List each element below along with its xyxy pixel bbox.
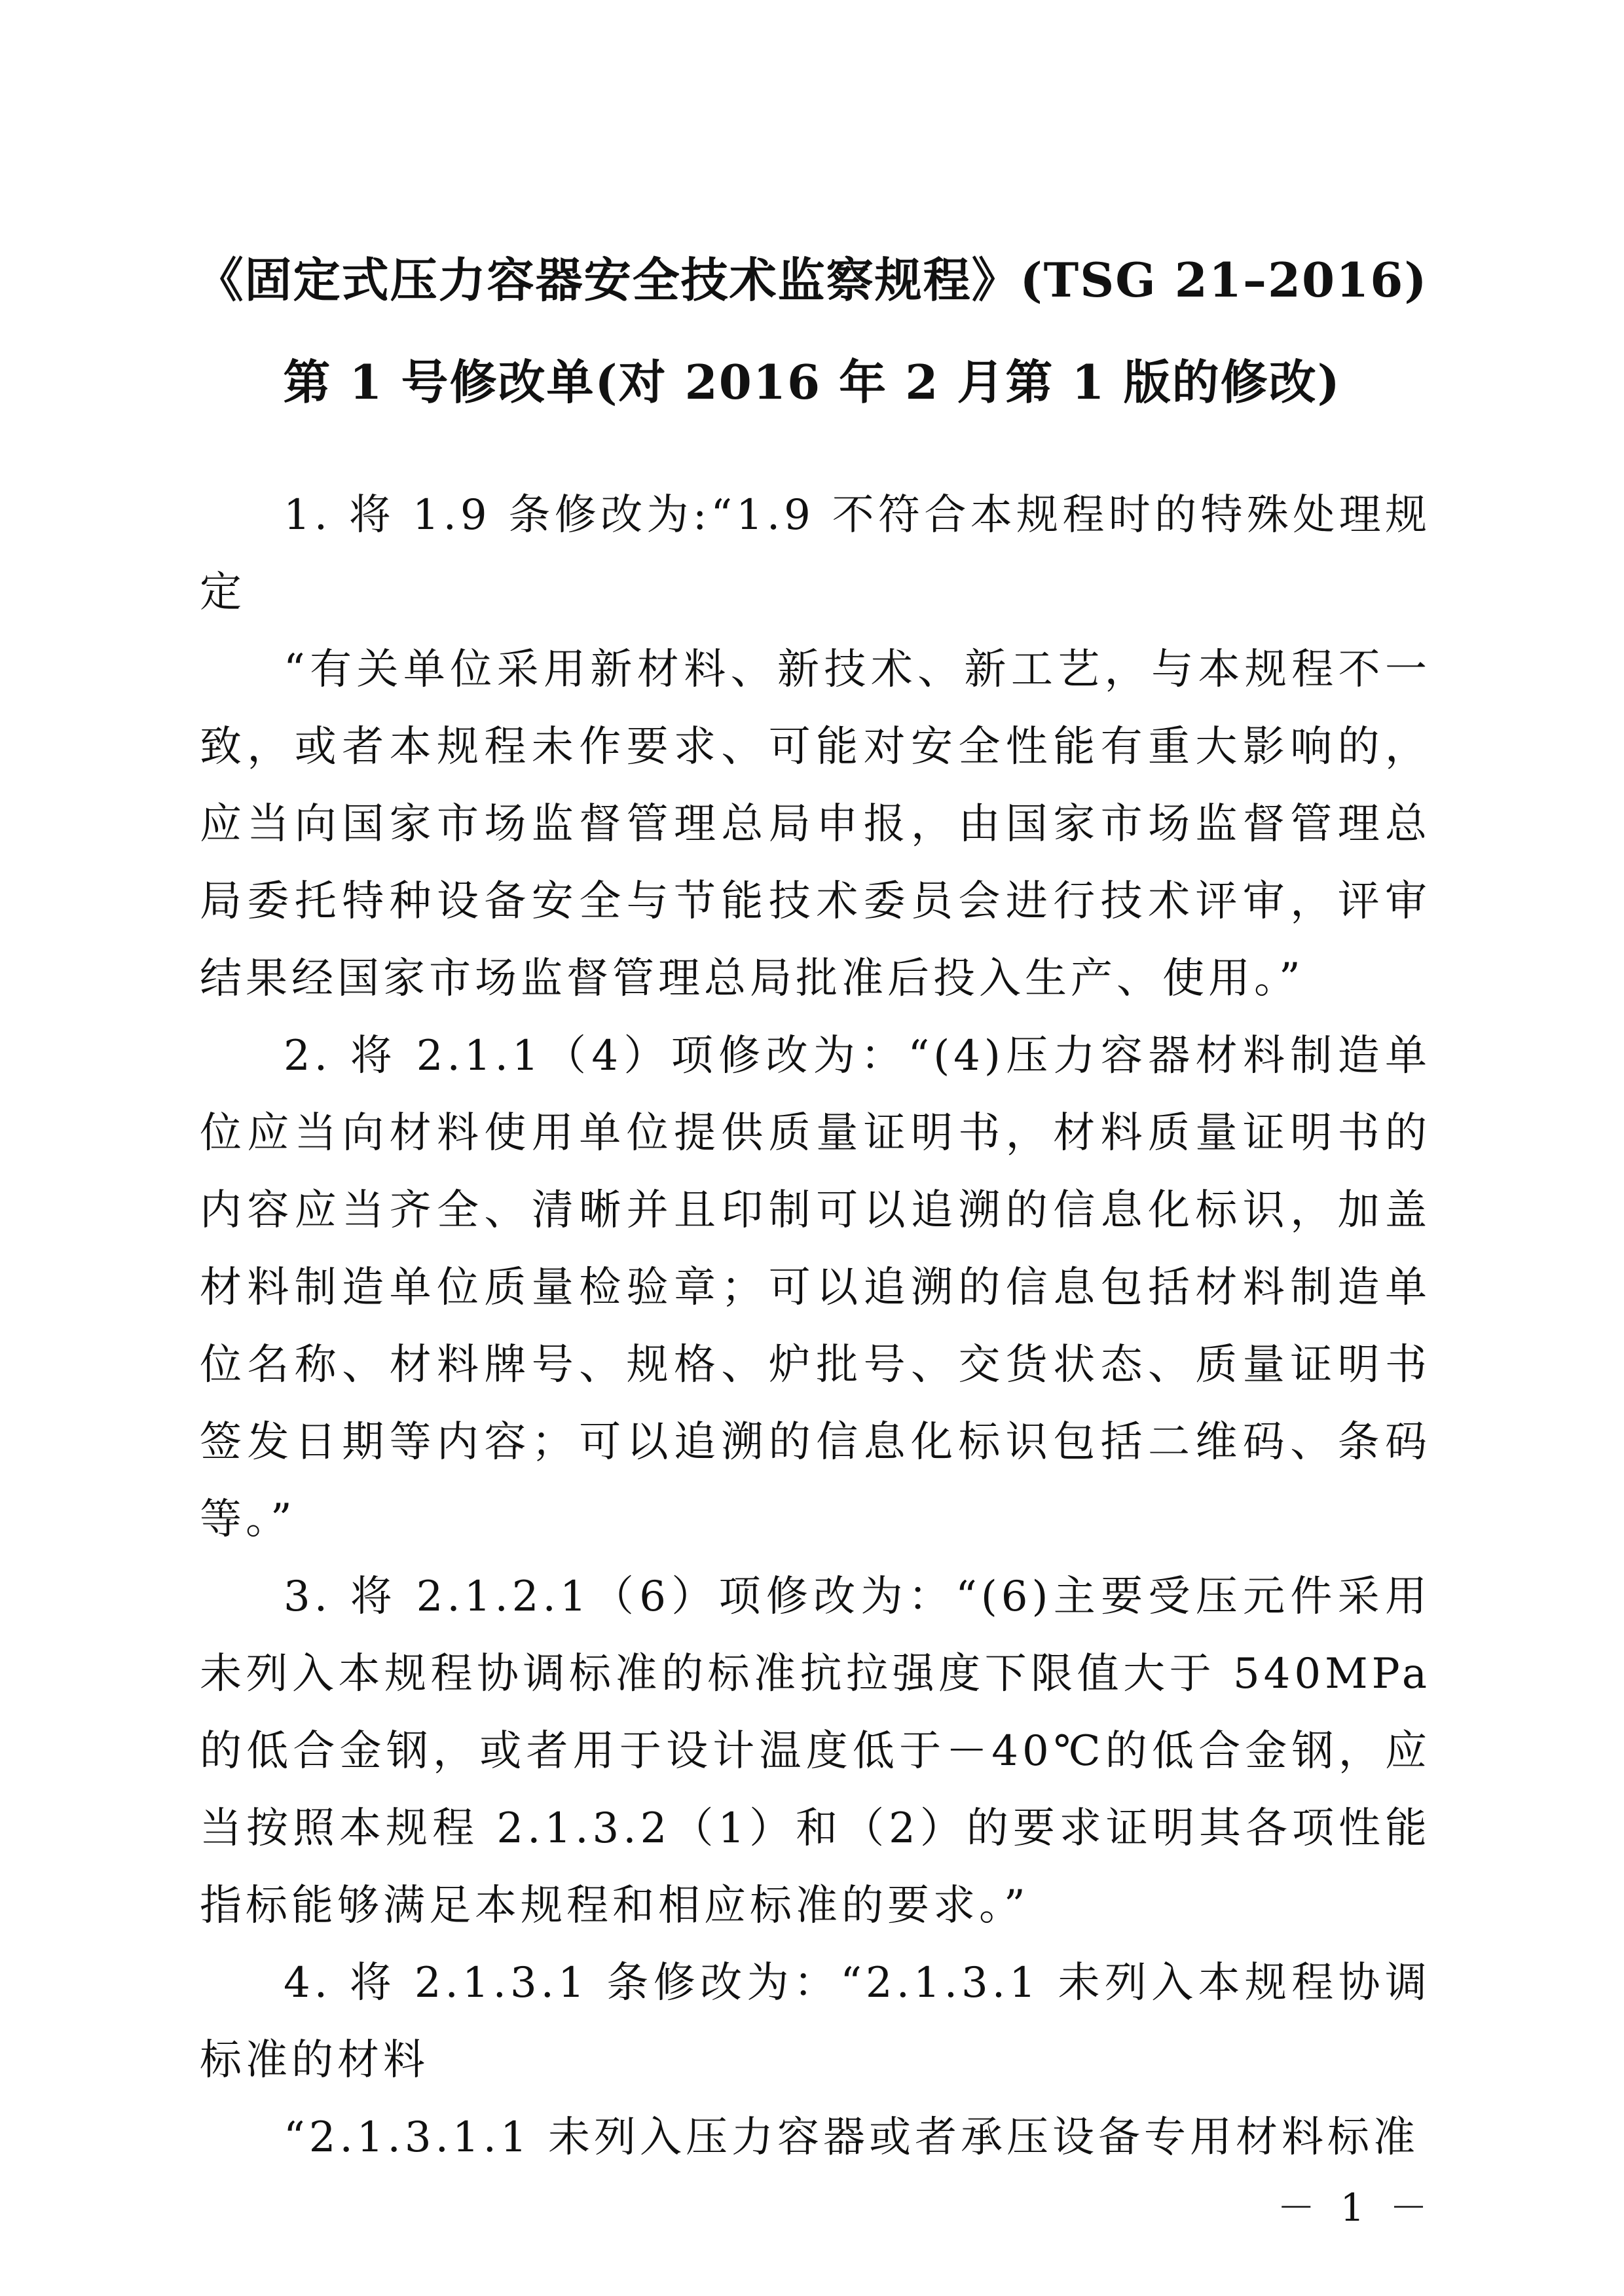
paragraph-1: 1. 将 1.9 条修改为:“1.9 不符合本规程时的特殊处理规定 xyxy=(200,491,1431,617)
paragraph-6: “2.1.3.1.1 未列入压力容器或者承压设备专用材料标准 xyxy=(284,2113,1420,2162)
paragraph-5: 4. 将 2.1.3.1 条修改为：“2.1.3.1 未列入本规程协调标准的材料 xyxy=(200,1959,1431,2085)
paragraph-2: “有关单位采用新材料、新技术、新工艺，与本规程不一致，或者本规程未作要求、可能对安全性能有重大影响的，应当向国家市场监督管理总局申报，由国家市场监督管理总局委托特种设备安全与节能技术委员会进行技术评审，评审结果经国家市场监督管理总局批准后投入生产、使用。” xyxy=(200,646,1431,1003)
paragraph-4: 3. 将 2.1.2.1（6）项修改为：“(6)主要受压元件采用未列入本规程协调标准的标准抗拉强度下限值大于 540MPa 的低合金钢，或者用于设计温度低于－40℃的低合金钢，应当按照本规程 2.1.3.2（1）和（2）的要求证明其各项性能指标能够满足本规程和相应标准的要求。” xyxy=(200,1573,1431,1930)
title-line-2: 第 1 号修改单(对 2016 年 2 月第 1 版的修改) xyxy=(283,354,1341,410)
paragraph-3: 2. 将 2.1.1（4）项修改为：“(4)压力容器材料制造单位应当向材料使用单位提供质量证明书，材料质量证明书的内容应当齐全、清晰并且印制可以追溯的信息化标识，加盖材料制造单位质量检验章；可以追溯的信息包括材料制造单位名称、材料牌号、规格、炉批号、交货状态、质量证明书签发日期等内容；可以追溯的信息化标识包括二维码、条码等。” xyxy=(200,1032,1431,1544)
document-title xyxy=(131,229,1493,433)
document-body xyxy=(200,477,1431,2176)
title-line-1: 《固定式压力容器安全技术监察规程》(TSG 21–2016) xyxy=(196,252,1428,308)
page-number: － 1 － xyxy=(1277,2185,1434,2230)
